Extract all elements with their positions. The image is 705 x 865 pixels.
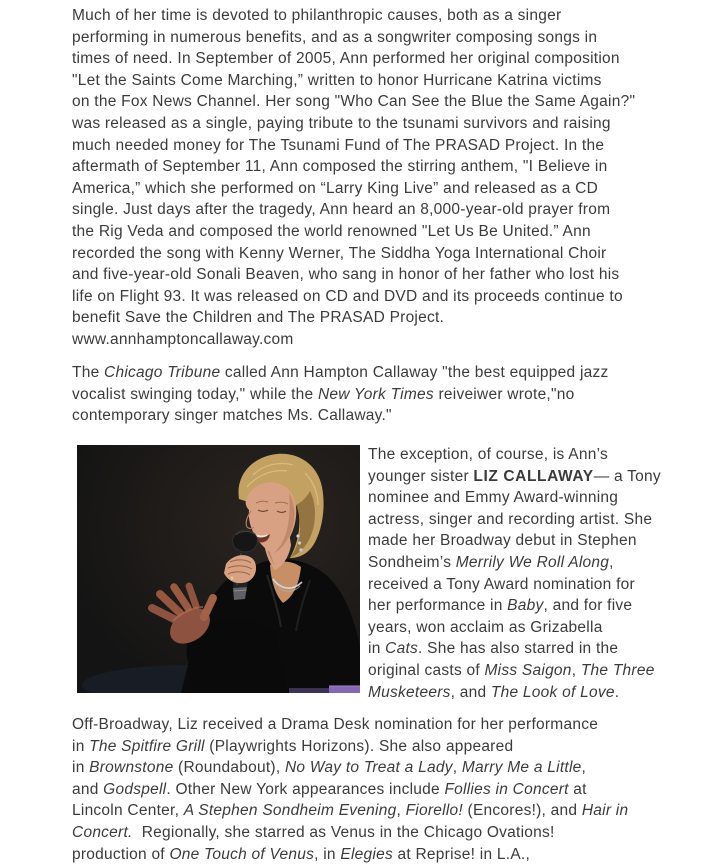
- text-line: [368, 487, 702, 509]
- paragraph-press-quotes: [72, 362, 698, 427]
- text-line: [72, 243, 698, 265]
- body-text: was released as a single, paying tribute to the tsunami survivors and raising: [72, 114, 611, 132]
- italic-title: New York Times: [317, 385, 434, 403]
- text-line: [72, 135, 698, 157]
- website-url: [72, 329, 698, 351]
- body-text: vocalist swinging today," while the: [72, 385, 318, 403]
- body-text: ,: [571, 661, 581, 679]
- body-text: nominee and Emmy Award-winning: [368, 489, 619, 507]
- text-line: [72, 113, 698, 135]
- paragraph-philanthropy: [72, 5, 698, 351]
- body-text: , and for five: [543, 597, 633, 615]
- body-text: much needed money for The Tsunami Fund of The PRASAD Project. In the: [72, 136, 605, 154]
- body-text: actress, singer and recording artist. She: [368, 510, 653, 528]
- body-text: at: [568, 780, 587, 798]
- body-text: , in: [314, 845, 341, 863]
- body-text: . She has also starred in the: [418, 640, 619, 658]
- italic-title: One Touch of Venus: [169, 845, 315, 863]
- text-line: [368, 466, 702, 488]
- body-text: Sondheim’s: [368, 553, 456, 571]
- body-text: contemporary singer matches Ms. Callaway.": [72, 407, 392, 425]
- text-line: [368, 595, 702, 617]
- body-text: performing in numerous benefits, and as a songwriter composing songs in: [72, 28, 598, 46]
- italic-title: Brownstone: [89, 759, 174, 777]
- body-text: production of: [72, 845, 170, 863]
- body-text: in: [72, 737, 90, 755]
- italic-title: Fiorello!: [405, 802, 463, 820]
- paragraph-liz-callaway-bio: [368, 444, 702, 703]
- text-line: [72, 178, 698, 200]
- body-text: and five-year-old Sonali Beaven, who sang in honor of her father who lost his: [72, 266, 620, 284]
- body-text: .: [614, 683, 620, 701]
- body-text: received a Tony Award nomination for: [368, 575, 635, 593]
- body-text: — a Tony: [593, 467, 661, 485]
- ring: [230, 576, 233, 579]
- italic-title: Merrily We Roll Along: [455, 553, 610, 571]
- body-text: Much of her time is devoted to philanthropic causes, both as a singer: [72, 7, 562, 24]
- earring-drop: [298, 541, 301, 544]
- body-text: reiveiwer wrote,"no: [433, 385, 575, 403]
- body-text: The exception, of course, is Ann’s: [368, 446, 608, 463]
- photo-liz-callaway: [77, 445, 360, 693]
- italic-title: Musketeers: [368, 683, 451, 701]
- body-text: made her Broadway debut in Stephen: [368, 532, 637, 550]
- text-line: [72, 199, 698, 221]
- text-line: [72, 757, 704, 779]
- text-line: [368, 509, 702, 531]
- text-line: [368, 638, 702, 660]
- text-line: [72, 70, 698, 92]
- text-line: [72, 221, 698, 243]
- body-text: life on Flight 93. It was released on CD and DVD and its proceeds continue to: [72, 287, 623, 305]
- text-line: [368, 682, 702, 704]
- italic-title: Cats: [385, 640, 418, 658]
- paragraph-off-broadway: [72, 714, 704, 865]
- body-text: at Reprise! in L.A.,: [392, 845, 531, 863]
- body-text: . Other New York appearances include: [166, 780, 445, 798]
- italic-title: Chicago Tribune: [104, 364, 221, 381]
- body-text: , and: [450, 683, 491, 701]
- text-line: [72, 362, 698, 384]
- text-line: [72, 405, 698, 427]
- microphone-base: [233, 587, 247, 600]
- italic-title: The Look of Love: [490, 683, 615, 701]
- text-line: [72, 384, 698, 406]
- body-text: "Let the Saints Come Marching,” written to honor Hurricane Katrina victims: [72, 71, 602, 89]
- body-text: ,: [581, 759, 587, 777]
- text-line: [72, 800, 704, 822]
- italic-title: Hair in: [581, 802, 629, 820]
- text-line: [72, 264, 698, 286]
- italic-title: Miss Saigon: [484, 661, 572, 679]
- italic-title: No Way to Treat a Lady: [284, 759, 453, 777]
- body-text: years, won acclaim as Grizabella: [368, 618, 603, 636]
- body-text: on the Fox News Channel. Her song "Who Can See the Blue the Same Again?": [72, 93, 636, 111]
- italic-title: A Stephen Sondheim Evening: [183, 802, 397, 820]
- body-text: the Rig Veda and composed the world renowned "Let Us Be United.” Ann: [72, 222, 591, 240]
- body-text: Regionally, she starred as Venus in the Chicago Ovations!: [132, 823, 555, 841]
- body-text: (Encores!), and: [462, 802, 582, 820]
- body-text: called Ann Hampton Callaway "the best equipped jazz: [220, 364, 609, 381]
- body-text: (Roundabout),: [173, 759, 285, 777]
- body-text: ,: [452, 759, 462, 777]
- italic-title: Baby: [507, 597, 544, 615]
- text-line: [72, 779, 704, 801]
- italic-title: Elegies: [340, 845, 393, 863]
- text-line: [72, 307, 698, 329]
- text-line: [72, 844, 704, 865]
- body-text: benefit Save the Children and The PRASAD Project.: [72, 309, 445, 327]
- body-text: original casts of: [368, 661, 485, 679]
- italic-title: Marry Me a Little: [461, 759, 582, 777]
- text-line: [368, 444, 702, 466]
- body-text: www.annhamptoncallaway.com: [72, 330, 294, 348]
- text-line: [72, 27, 698, 49]
- text-line: [368, 617, 702, 639]
- text-line: [72, 156, 698, 178]
- body-text: in: [368, 640, 386, 658]
- italic-title: Concert.: [72, 823, 133, 841]
- italic-title: Follies in Concert: [444, 780, 569, 798]
- text-line: [72, 91, 698, 113]
- italic-title: Godspell: [103, 780, 167, 798]
- body-text: aftermath of September 11, Ann composed the stirring anthem, "I Believe in: [72, 158, 608, 176]
- text-line: [72, 48, 698, 70]
- body-text: and: [72, 780, 104, 798]
- body-text: recorded the song with Kenny Werner, The Siddha Yoga International Choir: [72, 244, 607, 262]
- body-text: ,: [609, 553, 614, 571]
- text-line: [368, 530, 702, 552]
- text-line: [72, 286, 698, 308]
- text-line: [72, 822, 704, 844]
- text-line: [368, 552, 702, 574]
- italic-title: The Three: [580, 661, 655, 679]
- body-text: ,: [396, 802, 406, 820]
- body-text: The: [72, 364, 105, 381]
- bold-text: LIZ CALLAWAY: [473, 467, 594, 485]
- body-text: America,” which she performed on “Larry King Live” and released as a CD: [72, 179, 599, 197]
- accent-strip-dark: [289, 688, 333, 693]
- italic-title: The Spitfire Grill: [89, 737, 205, 755]
- body-text: younger sister: [368, 467, 474, 485]
- photo-illustration: [77, 445, 360, 693]
- earring-drop-2: [299, 548, 302, 551]
- text-line: [72, 714, 704, 736]
- accent-strip: [329, 686, 360, 694]
- text-line: [72, 736, 704, 758]
- earring: [296, 534, 299, 537]
- body-text: times of need. In September of 2005, Ann performed her original composition: [72, 50, 620, 68]
- text-line: [368, 660, 702, 682]
- text-line: [368, 574, 702, 596]
- body-text: her performance in: [368, 597, 508, 615]
- text-line: [72, 5, 698, 27]
- body-text: in: [72, 759, 90, 777]
- body-text: (Playwrights Horizons). She also appeared: [204, 737, 514, 755]
- body-text: single. Just days after the tragedy, Ann heard an 8,000-year-old prayer from: [72, 201, 611, 219]
- body-text: Lincoln Center,: [72, 802, 184, 820]
- body-text: Off-Broadway, Liz received a Drama Desk nomination for her performance: [72, 716, 599, 733]
